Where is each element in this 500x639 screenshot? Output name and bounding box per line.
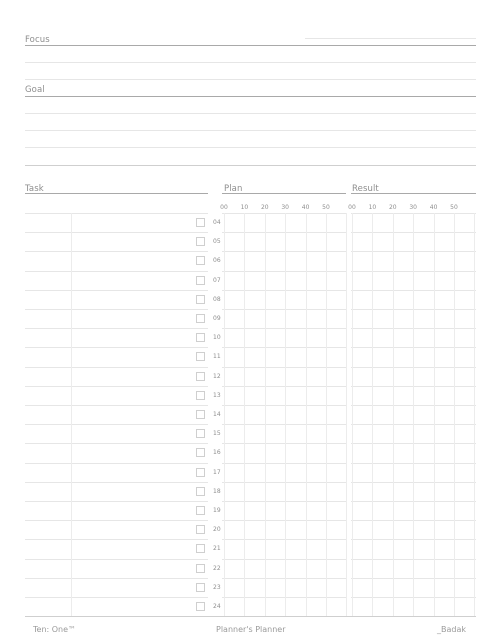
footer-brand: Ten: One™ — [33, 625, 77, 634]
hour-label: 05 — [213, 238, 221, 246]
task-priority-cell[interactable] — [25, 578, 71, 597]
hour-label: 20 — [213, 526, 221, 534]
hour-label: 17 — [213, 468, 221, 476]
footer-rule — [25, 616, 476, 617]
result-column-line — [434, 213, 435, 616]
plan-minute-label: 50 — [322, 204, 330, 211]
plan-row-line — [222, 251, 346, 252]
task-priority-cell[interactable] — [25, 443, 71, 462]
plan-minute-label: 10 — [240, 204, 249, 211]
hour-label: 04 — [213, 219, 221, 226]
task-row[interactable] — [72, 232, 192, 251]
task-checkbox[interactable] — [196, 352, 205, 361]
goal-writing-line[interactable] — [25, 130, 476, 131]
hour-label: 09 — [213, 315, 221, 322]
plan-minute-label: 30 — [281, 204, 290, 211]
task-row[interactable] — [72, 328, 192, 347]
task-checkbox[interactable] — [196, 410, 205, 419]
plan-row-line — [222, 405, 346, 406]
hour-label: 07 — [213, 276, 221, 284]
task-checkbox[interactable] — [196, 544, 205, 553]
task-checkbox[interactable] — [196, 372, 205, 381]
plan-row-line — [222, 309, 346, 310]
task-priority-cell[interactable] — [25, 501, 71, 520]
task-priority-cell[interactable] — [25, 347, 71, 366]
task-checkbox[interactable] — [196, 564, 205, 573]
hour-label: 24 — [213, 603, 221, 610]
plan-row-line — [222, 578, 346, 579]
task-checkbox[interactable] — [196, 218, 205, 227]
task-checkbox[interactable] — [196, 333, 205, 342]
result-header-underline — [351, 193, 476, 194]
plan-row-line — [222, 463, 346, 464]
task-checkbox[interactable] — [196, 487, 205, 496]
task-priority-cell[interactable] — [25, 232, 71, 251]
task-priority-cell[interactable] — [25, 482, 71, 501]
plan-column-line — [265, 213, 266, 616]
plan-row-line — [222, 328, 346, 329]
plan-row-line — [222, 386, 346, 387]
task-row[interactable] — [72, 520, 192, 539]
task-header: Task — [25, 184, 44, 194]
task-priority-cell[interactable] — [25, 539, 71, 558]
task-priority-cell[interactable] — [25, 328, 71, 347]
goal-writing-line[interactable] — [25, 165, 476, 166]
plan-row-line — [222, 347, 346, 348]
plan-column-line — [244, 213, 245, 616]
task-priority-cell[interactable] — [25, 463, 71, 482]
plan-column-line — [326, 213, 327, 616]
task-priority-cell[interactable] — [25, 386, 71, 405]
task-checkbox[interactable] — [196, 237, 205, 246]
goal-label: Goal — [25, 85, 45, 95]
task-row[interactable] — [72, 309, 192, 328]
goal-underline — [25, 96, 476, 97]
plan-row-line — [222, 520, 346, 521]
plan-row-line — [222, 424, 346, 425]
hour-label: 19 — [213, 507, 221, 514]
hour-label: 11 — [213, 353, 221, 361]
task-row[interactable] — [72, 443, 192, 462]
plan-minute-label: 00 — [220, 204, 228, 211]
hour-label: 16 — [213, 449, 221, 457]
hour-label: 06 — [213, 257, 221, 265]
task-priority-cell[interactable] — [25, 559, 71, 578]
plan-header-underline — [222, 193, 346, 194]
plan-row-line — [222, 501, 346, 502]
result-column-line — [372, 213, 373, 616]
hour-label: 10 — [213, 334, 221, 342]
task-checkbox[interactable] — [196, 602, 205, 611]
plan-row-line — [222, 559, 346, 560]
task-row[interactable] — [72, 367, 192, 386]
hour-label: 21 — [213, 545, 221, 553]
plan-row-line — [222, 367, 346, 368]
task-checkbox[interactable] — [196, 448, 205, 457]
plan-header: Plan — [224, 184, 243, 194]
plan-row-line — [222, 290, 346, 291]
plan-column-line — [224, 213, 225, 616]
result-minute-label: 20 — [388, 204, 397, 211]
goal-writing-line[interactable] — [25, 113, 476, 114]
task-priority-cell[interactable] — [25, 424, 71, 443]
hour-label: 15 — [213, 430, 221, 438]
hour-label: 18 — [213, 487, 221, 495]
task-checkbox[interactable] — [196, 391, 205, 400]
task-row[interactable] — [72, 251, 192, 270]
task-priority-cell[interactable] — [25, 271, 71, 290]
task-checkbox[interactable] — [196, 506, 205, 515]
plan-column-line — [346, 213, 347, 616]
hour-label: 08 — [213, 295, 221, 303]
plan-row-line — [222, 271, 346, 272]
task-row[interactable] — [72, 539, 192, 558]
plan-column-line — [285, 213, 286, 616]
task-row[interactable] — [72, 597, 192, 616]
task-row[interactable] — [72, 386, 192, 405]
task-checkbox[interactable] — [196, 295, 205, 304]
task-header-underline — [25, 193, 208, 194]
task-priority-cell[interactable] — [25, 367, 71, 386]
footer-author: _Badak — [437, 625, 467, 634]
task-row[interactable] — [72, 559, 192, 578]
task-row[interactable] — [72, 463, 192, 482]
task-checkbox[interactable] — [196, 429, 205, 438]
plan-row-line — [222, 232, 346, 233]
result-header: Result — [352, 184, 379, 194]
task-priority-cell[interactable] — [25, 213, 71, 232]
task-priority-cell[interactable] — [25, 309, 71, 328]
focus-underline — [25, 45, 476, 46]
result-column-line — [413, 213, 414, 616]
task-checkbox[interactable] — [196, 583, 205, 592]
task-row[interactable] — [72, 290, 192, 309]
hour-label: 12 — [213, 372, 221, 380]
task-row[interactable] — [72, 271, 192, 290]
task-row[interactable] — [72, 578, 192, 597]
task-priority-cell[interactable] — [25, 597, 71, 616]
plan-row-line — [222, 539, 346, 540]
task-row[interactable] — [72, 501, 192, 520]
result-column-line — [454, 213, 455, 616]
task-priority-cell[interactable] — [25, 405, 71, 424]
focus-label: Focus — [25, 35, 50, 45]
task-priority-cell[interactable] — [25, 290, 71, 309]
hour-label: 22 — [213, 564, 221, 572]
task-row[interactable] — [72, 424, 192, 443]
task-priority-cell[interactable] — [25, 520, 71, 539]
plan-row-line — [222, 213, 346, 214]
hour-label: 13 — [213, 391, 221, 399]
task-checkbox[interactable] — [196, 314, 205, 323]
hour-label: 14 — [213, 411, 221, 418]
plan-row-line — [222, 482, 346, 483]
plan-row-line — [222, 597, 346, 598]
result-column-line — [474, 213, 475, 616]
task-row[interactable] — [72, 482, 192, 501]
focus-writing-line[interactable] — [25, 62, 476, 63]
result-minute-label: 50 — [450, 204, 458, 211]
hour-label: 23 — [213, 583, 221, 591]
result-minute-label: 40 — [429, 204, 438, 211]
focus-top-right-line — [305, 38, 476, 39]
task-checkbox[interactable] — [196, 256, 205, 265]
result-minute-label: 00 — [348, 204, 356, 211]
result-minute-label: 10 — [368, 204, 377, 211]
plan-minute-label: 40 — [301, 204, 310, 211]
plan-column-line — [306, 213, 307, 616]
plan-row-line — [222, 443, 346, 444]
result-minute-label: 30 — [409, 204, 418, 211]
footer-title: Planner's Planner — [216, 625, 286, 634]
task-priority-cell[interactable] — [25, 251, 71, 270]
task-checkbox[interactable] — [196, 276, 205, 285]
result-column-line — [393, 213, 394, 616]
goal-writing-line[interactable] — [25, 147, 476, 148]
focus-writing-line[interactable] — [25, 79, 476, 80]
task-checkbox[interactable] — [196, 468, 205, 477]
task-row[interactable] — [72, 213, 192, 232]
result-column-line — [352, 213, 353, 616]
task-row[interactable] — [72, 347, 192, 366]
task-checkbox[interactable] — [196, 525, 205, 534]
plan-minute-label: 20 — [260, 204, 269, 211]
task-row[interactable] — [72, 405, 192, 424]
